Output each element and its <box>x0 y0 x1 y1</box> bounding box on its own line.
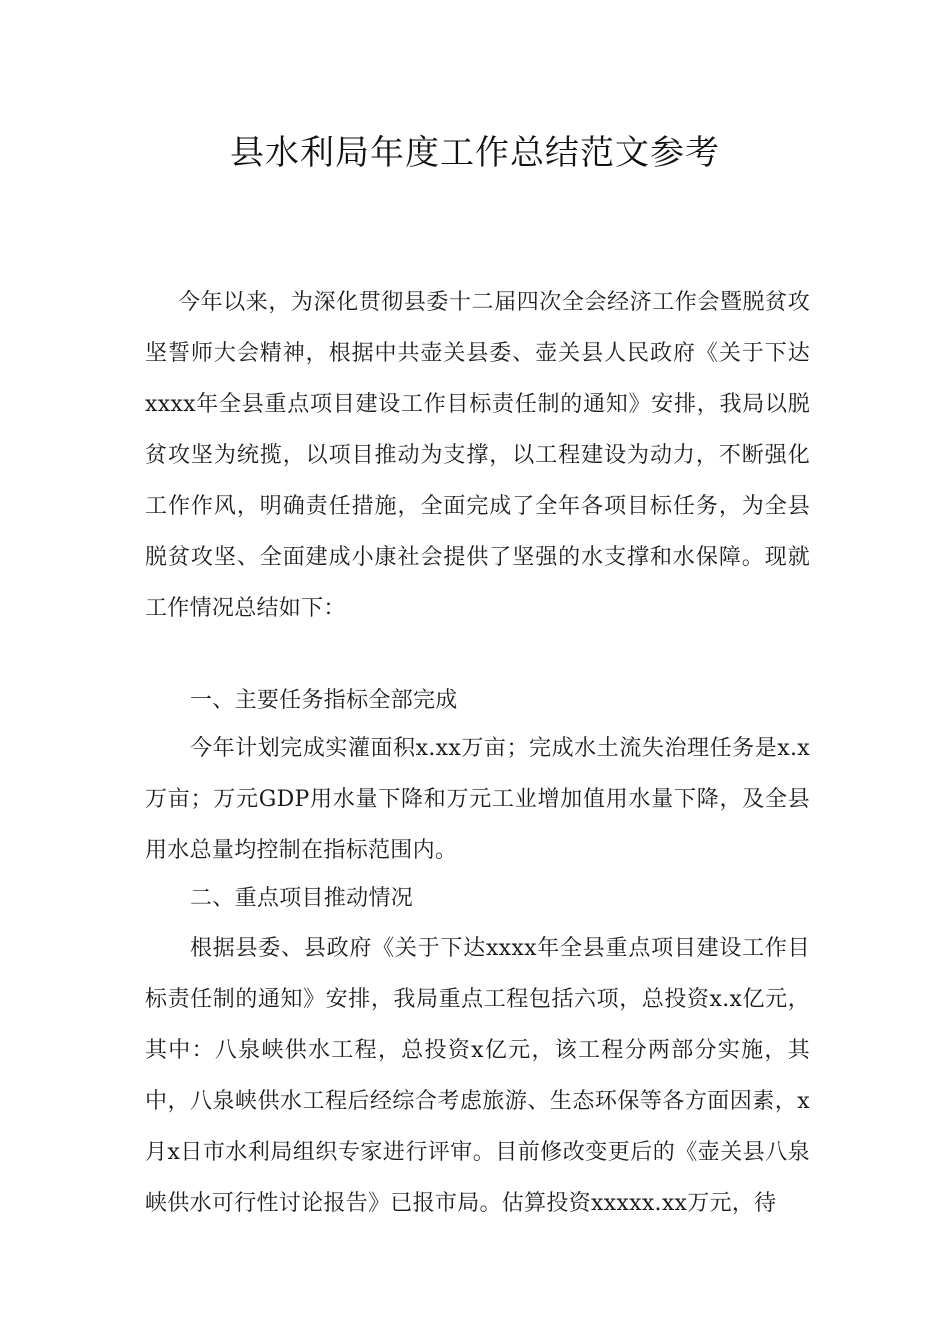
section-paragraph-2: 根据县委、县政府《关于下达xxxx年全县重点项目建设工作目标责任制的通知》安排，我局重点工程包括六项，总投资x.x亿元，其中：八泉峡供水工程，总投资x亿元，该工程分两部分实施，其中，八泉峡供水工程后经综合考虑旅游、生态环保等各方面因素，x月x日市水利局组织专家进行评审。目前修改变更后的《壶关县八泉峡供水可行性讨论报告》已报市局。估算投资xxxxx.xx万元，待 <box>145 936 810 1216</box>
section-paragraph-1: 今年计划完成实灌面积x.xx万亩；完成水土流失治理任务是x.x万亩；万元GDP用水量下降和万元工业增加值用水量下降，及全县用水总量均控制在指标范围内。 <box>145 736 810 863</box>
section-heading-2: 二、重点项目推动情况 <box>190 886 414 911</box>
document-title: 县水利局年度工作总结范文参考 <box>230 133 720 173</box>
section-heading-1: 一、主要任务指标全部完成 <box>190 688 458 713</box>
intro-paragraph: 今年以来，为深化贯彻县委十二届四次全会经济工作会暨脱贫攻坚誓师大会精神，根据中共壶关县委、壶关县人民政府《关于下达xxxx年全县重点项目建设工作目标责任制的通知》安排，我局以脱贫攻坚为统揽，以项目推动为支撑，以工程建设为动力，不断强化工作作风，明确责任措施，全面完成了全年各项目标任务，为全县脱贫攻坚、全面建成小康社会提供了坚强的水支撑和水保障。现就工作情况总结如下： <box>145 290 810 621</box>
